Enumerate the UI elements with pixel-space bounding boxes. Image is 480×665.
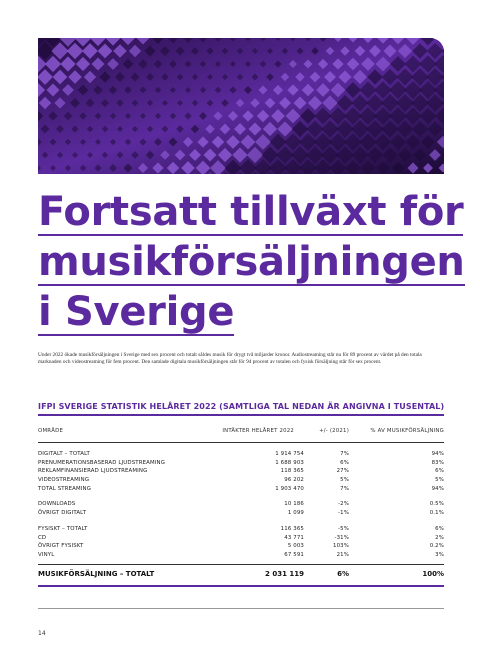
table-title-rule [38, 414, 444, 416]
row-change: 7% [340, 451, 349, 457]
table-row [38, 543, 444, 552]
header-change: +/- (2021) [319, 428, 349, 434]
table-row [38, 501, 444, 510]
title-line-1: Fortsatt tillväxt för [38, 189, 464, 235]
row-share: 94% [431, 485, 444, 492]
total-revenue: 2 031 119 [265, 569, 304, 578]
table-row [38, 451, 444, 460]
row-change: -31% [334, 534, 349, 541]
row-change: 5% [340, 477, 349, 484]
table-row [38, 486, 444, 495]
row-revenue: 1 099 [287, 510, 304, 517]
row-change: -1% [338, 510, 349, 517]
row-change: 27% [336, 468, 349, 475]
total-share: 100% [422, 569, 444, 578]
row-name: TOTAL STREAMING [38, 485, 92, 492]
row-revenue: 116 365 [280, 525, 304, 532]
title-line-3: i Sverige [38, 289, 235, 335]
group-gap [38, 494, 444, 501]
total-change: 6% [337, 569, 349, 578]
header-rule [38, 442, 444, 443]
header-area: OMRÅDE [38, 428, 64, 434]
row-change: -5% [338, 525, 349, 532]
table-row [38, 460, 444, 469]
table-row [38, 468, 444, 477]
row-share: 0.1% [429, 510, 444, 517]
header-share: % AV MUSIKFÖRSÄLJNING [370, 428, 444, 434]
row-share: 3% [435, 551, 444, 558]
row-revenue: 118 365 [280, 468, 304, 475]
row-share: 0.2% [429, 543, 444, 550]
hero-image [38, 38, 444, 174]
table-row [38, 535, 444, 544]
table-body [38, 451, 444, 561]
row-name: REKLAMFINANSIERAD LJUDSTREAMING [38, 468, 148, 475]
row-share: 0.5% [429, 501, 444, 508]
total-rule [38, 564, 444, 565]
header-revenue: INTÄKTER HELÅRET 2022 [222, 428, 294, 434]
row-name: FYSISKT – TOTALT [38, 525, 88, 532]
row-revenue: 67 591 [284, 551, 304, 558]
title-line-2: musikförsäljningen [38, 239, 465, 285]
row-name: PRENUMERATIONSBASERAD LJUDSTREAMING [38, 459, 166, 466]
table-title: IFPI SVERIGE STATISTIK HELÅRET 2022 (SAMTLIGA TAL NEDAN ÄR ANGIVNA I TUSENTAL) [38, 402, 445, 411]
hero-pattern [38, 38, 444, 174]
row-change: 7% [340, 485, 349, 492]
statistics-table [38, 428, 444, 587]
row-revenue: 96 202 [284, 477, 304, 484]
table-header [38, 428, 444, 440]
row-change: -2% [338, 501, 349, 508]
row-share: 6% [435, 525, 444, 532]
row-share: 5% [435, 477, 444, 484]
table-row [38, 510, 444, 519]
row-name: ÖVRIGT FYSISKT [38, 543, 84, 550]
footer-rule [38, 608, 444, 609]
row-share: 83% [431, 459, 444, 466]
table-row [38, 526, 444, 535]
page-title [38, 189, 465, 340]
table-row [38, 552, 444, 561]
row-name: VIDEOSTREAMING [38, 477, 90, 484]
row-revenue: 5 003 [287, 543, 304, 550]
page-number: 14 [38, 630, 46, 637]
group-gap [38, 519, 444, 526]
row-change: 21% [336, 551, 349, 558]
row-name: DIGITALT – TOTALT [38, 451, 90, 457]
row-revenue: 43 771 [284, 534, 304, 541]
row-share: 94% [431, 451, 444, 457]
row-name: VINYL [38, 551, 55, 558]
table-bottom-rule [38, 585, 444, 587]
row-name: CD [38, 534, 47, 541]
row-change: 6% [340, 459, 349, 466]
intro-paragraph: Under 2022 ökade musikförsäljningen i Sverige med sex procent och totalt såldes musik för drygt två miljarder kronor. Audiostreaming står nu för 89 procent av värdet på den totala marknaden och videostreaming för fem procent. Den samlade digitala musikförsäljningen står för 94 procent av totalen och fysisk försäljning står för sex procent. [38, 352, 422, 365]
row-change: 103% [332, 543, 349, 550]
row-name: DOWNLOADS [38, 501, 76, 508]
table-row [38, 477, 444, 486]
total-name: MUSIKFÖRSÄLJNING – TOTALT [38, 569, 155, 578]
row-revenue: 10 186 [284, 501, 304, 508]
row-name: ÖVRIGT DIGITALT [38, 510, 87, 517]
row-revenue: 1 914 754 [275, 451, 304, 457]
row-revenue: 1 688 903 [275, 459, 304, 466]
row-share: 6% [435, 468, 444, 475]
row-share: 2% [435, 534, 444, 541]
total-row [38, 569, 444, 583]
row-revenue: 1 903 470 [275, 485, 304, 492]
